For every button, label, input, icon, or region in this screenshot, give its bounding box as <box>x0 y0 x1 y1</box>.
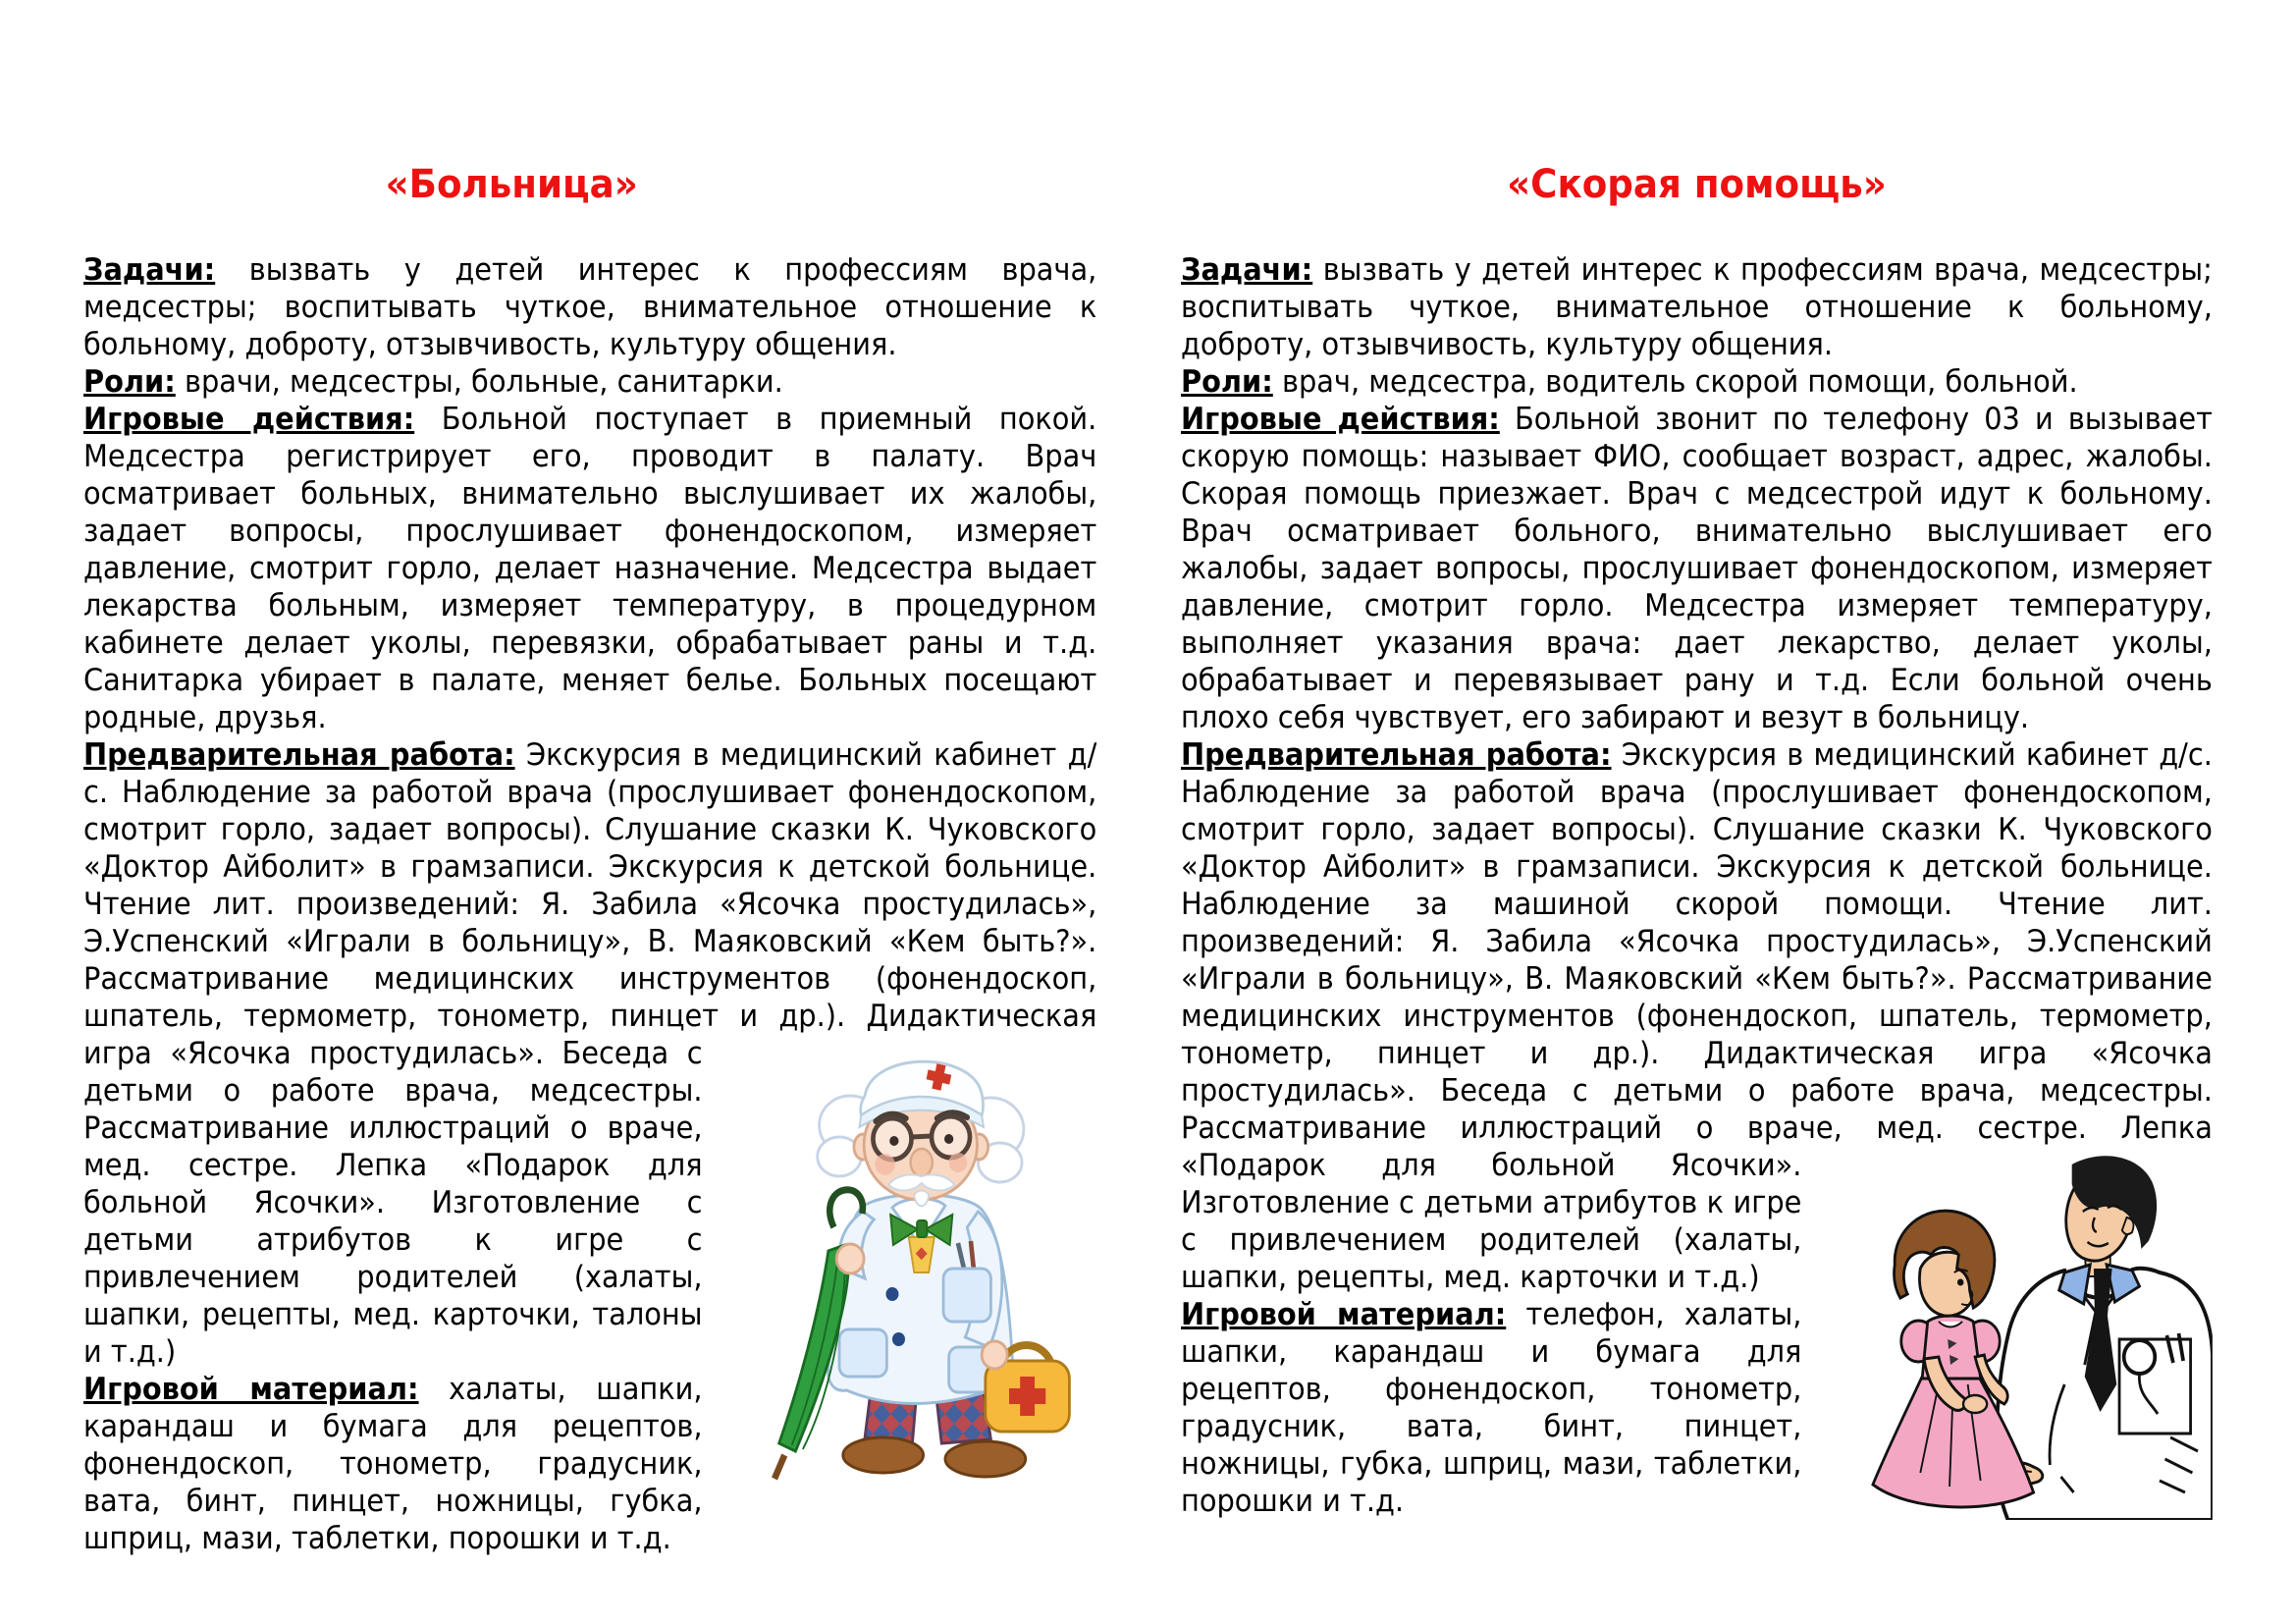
section-predvaritelnaya-rabota <box>83 736 1096 1371</box>
section-label-igrovye-deystviya: Игровые действия: <box>83 402 415 437</box>
section-text-igrovoy-material: телефон, халаты, шапки, карандаш и бумага для рецептов, фонендоскоп, тонометр, градусник, вата, бинт, пинцет, ножницы, губка, шприц, мази, таблетки, порошки и т.д. <box>1181 1297 1802 1519</box>
section-label-roli: Роли: <box>83 364 176 400</box>
section-label-zadachi: Задачи: <box>83 252 216 288</box>
section-text-predvaritelnaya-rabota-2: простудилась». Беседа с детьми о работе врача, медсестры. Рассматривание иллюстраций о враче, мед. сестре. Лепка «Подарок для больной Ясочки». Изготовление с детьми атрибутов к игре с привлечением родителей (халаты, шапки, рецепты, мед. карточки, талоны и т.д.) <box>83 1036 703 1370</box>
section-label-zadachi: Задачи: <box>1181 252 1313 288</box>
section-text-predvaritelnaya-rabota-1: Экскурсия в медицинский кабинет д/с. Наблюдение за работой врача (прослушивает фонендоскопом, смотрит горло, задает вопросы). Слушание сказки К. Чуковского «Доктор Айболит» в грамзаписи. Экскурсия к детской больнице. Наблюдение за машиной скорой помощи. Чтение лит. произведений: Я. Забила «Ясочка простудилась», Э.Успенский «Играли в больницу», В. Маяковский «Кем быть?». Рассматривание медицинских инструментов (фонендоскоп, шпатель, термометр, тонометр, пинцет и др.). Дидактическая игра «Ясочка простудилась». Беседа с детьми о работе врача, медсестры. Рассматривание иллюстраций о враче, мед. сестре. Лепка «Подарок для <box>1181 737 2213 1183</box>
cartoon-doctor-illustration <box>703 1035 1097 1489</box>
section-label-predvaritelnaya-rabota: Предварительная работа: <box>83 737 515 773</box>
section-text-zadachi: вызвать у детей интерес к профессиям врача, медсестры; воспитывать чуткое, внимательное отношение к больному, доброту, отзывчивость, культуру общения. <box>83 252 1097 362</box>
column-bolnitsa <box>83 0 1096 1557</box>
section-text-igrovoy-material: халаты, шапки, карандаш и бумага для рецептов, фонендоскоп, тонометр, градусник, вата, бинт, пинцет, ножницы, губка, шприц, мази, таблетки, порошки и т.д. <box>83 1372 703 1556</box>
section-label-predvaritelnaya-rabota: Предварительная работа: <box>1181 737 1612 773</box>
section-text-predvaritelnaya-rabota-2: больной Ясочки». Изготовление с детьми атрибутов к игре с привлечением родителей (халаты, шапки, рецепты, мед. карточки и т.д.) <box>1181 1148 1802 1295</box>
section-igrovye-deystviya <box>1181 401 2213 736</box>
section-label-igrovye-deystviya: Игровые действия: <box>1181 402 1500 437</box>
section-predvaritelnaya-rabota <box>1181 736 2213 1296</box>
section-text-predvaritelnaya-rabota-1: Экскурсия в медицинский кабинет д/с. Наблюдение за работой врача (прослушивает фонендоскопом, смотрит горло, задает вопросы). Слушание сказки К. Чуковского «Доктор Айболит» в грамзаписи. Экскурсия к детской больнице. Чтение лит. произведений: Я. Забила «Ясочка простудилась», Э.Успенский «Играли в больницу», В. Маяковский «Кем быть?». Рассматривание медицинских инструментов (фонендоскоп, шпатель, термометр, тонометр, пинцет и др.). Дидактическая игра «Ясочка <box>83 737 1097 1071</box>
section-text-roli: врач, медсестра, водитель скорой помощи, больной. <box>1281 364 2078 400</box>
section-text-zadachi: вызвать у детей интерес к профессиям врача, медсестры; воспитывать чуткое, внимательное отношение к больному, доброту, отзывчивость, культуру общения. <box>1181 252 2213 362</box>
section-zadachi <box>1181 251 2213 363</box>
section-label-roli: Роли: <box>1181 364 1273 400</box>
page-title-bolnitsa: «Больница» <box>385 162 638 207</box>
section-text-igrovye-deystviya: Больной звонит по телефону 03 и вызывает скорую помощь: называет ФИО, сообщает возраст, адрес, жалобы. Скорая помощь приезжает. Врач с медсестрой идут к больному. Врач осматривает больного, внимательно выслушивает его жалобы, задает вопросы, прослушивает фонендоскопом, измеряет давление, смотрит горло. Медсестра измеряет температуру, выполняет указания врача: дает лекарство, делает уколы, обрабатывает и перевязывает рану и т.д. Если больной очень плохо себя чувствует, его забирают и везут в больницу. <box>1181 402 2213 735</box>
section-label-igrovoy-material: Игровой материал: <box>1181 1297 1507 1332</box>
column-skoraya-pomosch <box>1181 0 2213 1522</box>
section-text-roli: врачи, медсестры, больные, санитарки. <box>184 364 783 400</box>
doctor-and-girl-illustration <box>1801 1147 2212 1522</box>
section-roli <box>1181 363 2213 401</box>
section-zadachi <box>83 251 1096 363</box>
section-label-igrovoy-material: Игровой материал: <box>83 1372 419 1407</box>
doctor-and-girl-svg <box>1837 1147 2213 1520</box>
section-roli <box>83 363 1096 401</box>
section-igrovye-deystviya <box>83 401 1096 736</box>
cartoon-doctor-svg <box>742 1035 1096 1487</box>
page-title-skoraya-pomosch: «Скорая помощь» <box>1507 162 1887 207</box>
section-text-igrovye-deystviya: Больной поступает в приемный покой. Медсестра регистрирует его, проводит в палату. Врач осматривает больных, внимательно выслушивает их жалобы, задает вопросы, прослушивает фонендоскопом, измеряет давление, смотрит горло, делает назначение. Медсестра выдает лекарства больным, измеряет температуру, в процедурном кабинете делает уколы, перевязки, обрабатывает раны и т.д. Санитарка убирает в палате, меняет белье. Больных посещают родные, друзья. <box>83 402 1097 735</box>
